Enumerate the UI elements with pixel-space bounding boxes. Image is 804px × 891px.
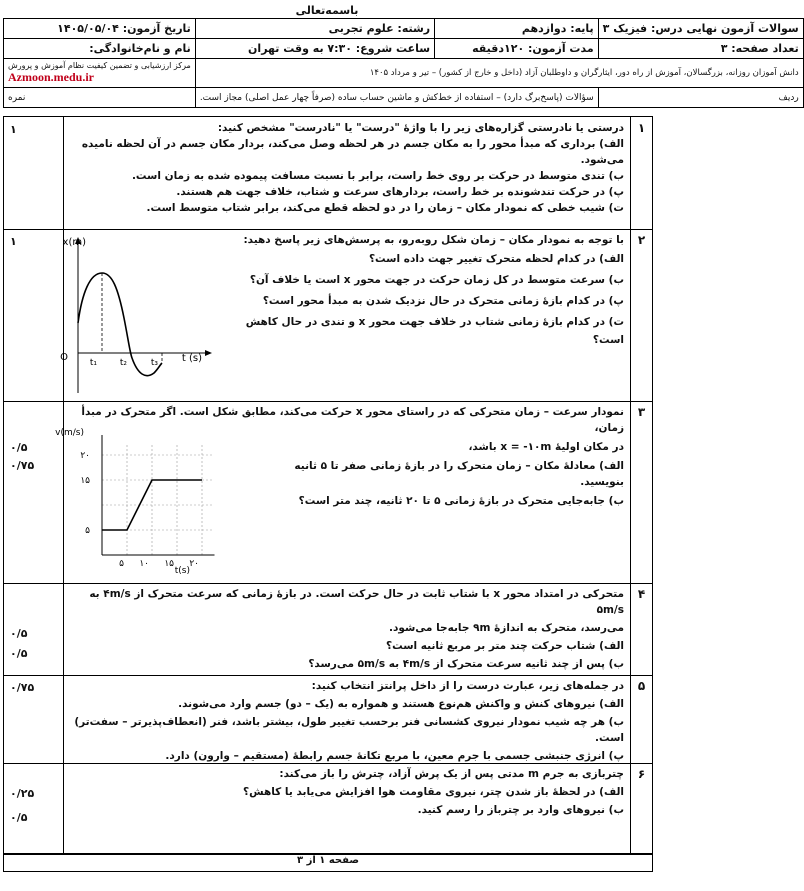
q5-line: الف) نیروهای کنش و واکنش هم‌نوع هستند و همواره به (یک – دو) جسم وارد می‌شوند. bbox=[178, 698, 624, 710]
q3-line: در مکان اولیهٔ x = -۱۰m باشد، bbox=[468, 441, 624, 453]
graph2-t1: t₁ bbox=[89, 358, 97, 368]
question-5 bbox=[4, 675, 652, 764]
question-number: ۳ bbox=[630, 401, 652, 583]
q2-line: با توجه به نمودار مکان – زمان شکل روبه‌رو، به پرسش‌های زیر پاسخ دهید: bbox=[243, 234, 624, 246]
question-number: ۱ bbox=[630, 117, 652, 229]
graph2-t3: t₃ bbox=[150, 358, 158, 368]
graph3-ytick: ۵ bbox=[85, 526, 90, 536]
q3-line: نمودار سرعت – زمان متحرکی که در راستای محور x حرکت می‌کند، مطابق شکل است. اگر متحرک در مبدأ زمان، bbox=[81, 406, 624, 434]
question-score: ۰/۲۵ ۰/۵ bbox=[4, 763, 64, 853]
q3-line: ب) جابه‌جایی متحرک در بازهٔ زمانی ۵ تا ۲۰ ثانیه، چند متر است؟ bbox=[298, 495, 624, 507]
grade: پایه: دوازدهم bbox=[435, 19, 599, 39]
question-text bbox=[70, 586, 624, 672]
q4-line: متحرکی در امتداد محور x با شتاب ثابت در حال حرکت است. در بازهٔ زمانی که سرعت متحرک از ۴m/s به ۵m/s bbox=[89, 588, 624, 616]
question-score: ۱ bbox=[4, 117, 64, 229]
q1-line: ب) تندی متوسط در حرکت بر روی خط راست، برابر با نسبت مسافت پیموده شده به زمان است. bbox=[131, 170, 624, 182]
graph3-xtick: ۲۰ bbox=[189, 559, 199, 569]
col-score-head: نمره bbox=[4, 88, 196, 108]
student-name-field: نام و نام‌خانوادگی: bbox=[4, 39, 196, 59]
questions-table bbox=[3, 116, 653, 854]
q2-line: الف) در کدام لحظه متحرک تغییر جهت داده است؟ bbox=[368, 253, 624, 265]
question-number: ۲ bbox=[630, 229, 652, 401]
graph3-ytick: ۱۵ bbox=[80, 476, 90, 486]
exam-header bbox=[3, 18, 804, 108]
graph2-t2: t₂ bbox=[119, 358, 127, 368]
website: Azmoon.medu.ir bbox=[8, 70, 94, 84]
graph3-ylabel: v(m/s) bbox=[55, 428, 84, 438]
page-heading: باسمه‌تعالی bbox=[295, 4, 359, 17]
graph3-ytick: ۲۰ bbox=[80, 451, 90, 461]
exam-date: تاریخ آزمون: ۱۴۰۵/۰۵/۰۴ bbox=[4, 19, 196, 39]
duration: مدت آزمون: ۱۲۰دقیقه bbox=[435, 39, 599, 59]
question-6 bbox=[4, 763, 652, 853]
question-number: ۵ bbox=[630, 675, 652, 763]
question-text bbox=[214, 232, 624, 348]
q1-line: ت) شیب خطی که نمودار مکان – زمان را در دو لحظه قطع می‌کند، برابر شتاب متوسط است. bbox=[146, 202, 624, 214]
col-note: سؤالات (پاسخ‌برگ دارد) – استفاده از خط‌کش و ماشین حساب ساده (صرفاً چهار عمل اصلی) مجاز است. bbox=[195, 88, 598, 108]
page-footer: صفحه ۱ از ۳ bbox=[3, 854, 653, 872]
q2-line: است؟ bbox=[592, 334, 624, 346]
question-text bbox=[70, 678, 624, 764]
q1-line: درستی یا نادرستی گزاره‌های زیر را با واژهٔ "درست" یا "نادرست" مشخص کنید: bbox=[217, 122, 624, 134]
question-score: ۰/۷۵ bbox=[4, 675, 64, 763]
col-row-head: ردیف bbox=[598, 88, 803, 108]
q4-line: می‌رسد، متحرک به اندازهٔ ۹m جابه‌جا می‌شود. bbox=[389, 622, 624, 634]
question-3 bbox=[4, 401, 652, 584]
q4-line: الف) شتاب حرکت چند متر بر مربع ثانیه است؟ bbox=[386, 640, 624, 652]
q2-line: ت) در کدام بازهٔ زمانی شتاب در خلاف جهت محور x و تندی در حال کاهش bbox=[245, 316, 624, 328]
question-4 bbox=[4, 583, 652, 676]
exam-title: سوالات آزمون نهایی درس: فیزیک ۳ bbox=[598, 19, 803, 39]
question-text bbox=[70, 120, 624, 216]
q4-line: ب) پس از چند ثانیه سرعت متحرک از ۴m/s به ۵m/s می‌رسد؟ bbox=[308, 658, 624, 670]
question-text bbox=[70, 766, 624, 818]
q6-line: چتربازی به جرم m مدتی پس از یک پرش آزاد، چترش را باز می‌کند: bbox=[279, 768, 624, 780]
page-count: تعداد صفحه: ۳ bbox=[598, 39, 803, 59]
question-score: ۰/۵ ۰/۵ bbox=[4, 583, 64, 675]
graph3-xlabel: t(s) bbox=[174, 566, 190, 576]
q6-line: الف) در لحظهٔ باز شدن چتر، نیروی مقاومت هوا افزایش می‌یابد یا کاهش؟ bbox=[243, 786, 624, 798]
center-box bbox=[4, 59, 196, 88]
q3-line: الف) معادلهٔ مکان – زمان متحرک را در بازهٔ زمانی صفر تا ۵ ثانیه بنویسید. bbox=[294, 460, 624, 488]
center-name: مرکز ارزشیابی و تضمین کیفیت نظام آموزش و پرورش bbox=[8, 61, 191, 70]
q5-line: در جمله‌های زیر، عبارت درست را از داخل پرانتز انتخاب کنید: bbox=[311, 680, 624, 692]
graph2-xlabel: t (s) bbox=[181, 353, 202, 364]
start-time: ساعت شروع: ۷:۳۰ به وقت تهران bbox=[195, 39, 434, 59]
graph3-xtick: ۱۵ bbox=[164, 559, 174, 569]
q5-line: ب) هر چه شیب نمودار نیروی کشسانی فنر برحسب تغییر طول، بیشتر باشد، فنر (انعطاف‌پذیرتر – سفت‌تر) است. bbox=[74, 716, 624, 744]
question-2 bbox=[4, 229, 652, 402]
graph3-xtick: ۵ bbox=[119, 559, 124, 569]
question-number: ۶ bbox=[630, 763, 652, 853]
field: رشته: علوم تجربی bbox=[195, 19, 434, 39]
participants: دانش آموزان روزانه، بزرگسالان، آموزش از راه دور، ایثارگران و داوطلبان آزاد (داخل و خارج از کشور) – تیر و مرداد ۱۴۰۵ bbox=[195, 59, 803, 88]
q2-line: پ) در کدام بازهٔ زمانی متحرک در حال نزدیک شدن به مبدأ محور است؟ bbox=[262, 295, 624, 307]
graph2-ylabel: x(m) bbox=[62, 237, 86, 248]
position-time-graph bbox=[60, 233, 238, 397]
question-score: ۱ bbox=[4, 229, 64, 401]
q1-line: پ) در حرکت تندشونده بر خط راست، بردارهای سرعت و شتاب، خلاف جهت هم هستند. bbox=[176, 186, 624, 198]
graph2-origin: O bbox=[60, 352, 68, 363]
question-score: ۰/۵ ۰/۷۵ bbox=[4, 401, 64, 583]
question-number: ۴ bbox=[630, 583, 652, 675]
question-1 bbox=[4, 117, 652, 230]
graph3-xtick: ۱۰ bbox=[139, 559, 149, 569]
velocity-time-graph bbox=[55, 425, 224, 576]
q5-line: پ) انرژی جنبشی جسمی با جرم معین، با مربع تکانهٔ جسم رابطهٔ (مستقیم – وارون) دارد. bbox=[165, 750, 624, 762]
q6-line: ب) نیروهای وارد بر چترباز را رسم کنید. bbox=[417, 804, 624, 816]
q1-line: الف) برداری که مبدأ محور را به مکان جسم در هر لحظه وصل می‌کند، بردار مکان جسم در آن لحظه نامیده می‌شود. bbox=[81, 138, 624, 166]
q2-line: ب) سرعت متوسط در کل زمان حرکت در جهت محور x است یا خلاف آن؟ bbox=[249, 274, 624, 286]
